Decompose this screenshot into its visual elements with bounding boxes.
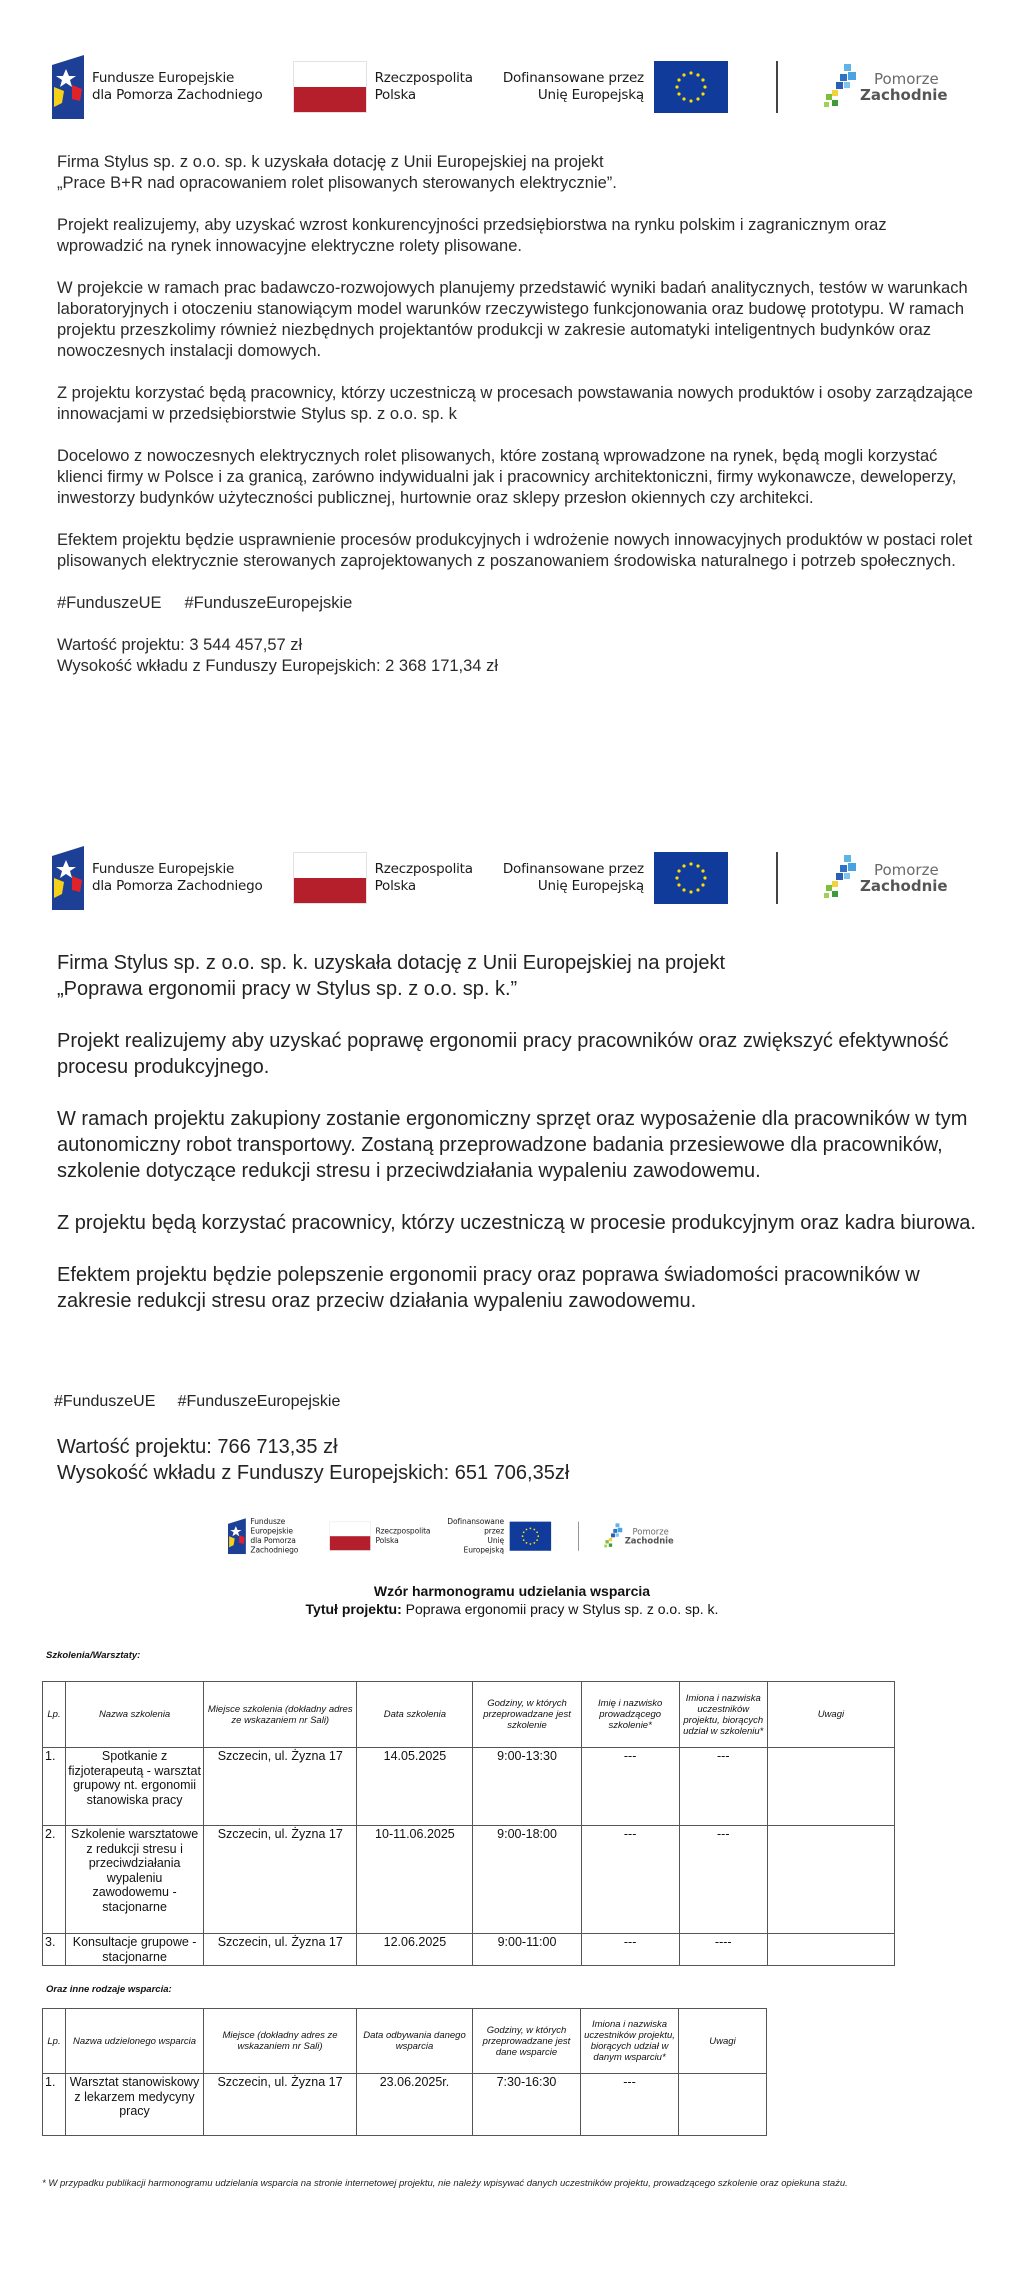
column-header: Nazwa szkolenia	[66, 1682, 204, 1748]
fe-logo-line1: Fundusze Europejskie	[92, 70, 235, 86]
other-support-label: Oraz inne rodzaje wsparcia:	[46, 1984, 172, 1995]
column-header: Lp.	[43, 1682, 66, 1748]
column-header: Nazwa udzielonego wsparcia	[66, 2009, 204, 2074]
other-header-row	[43, 2009, 767, 2074]
table-row	[43, 1826, 895, 1934]
pz-logo-line1: Pomorze	[632, 1526, 669, 1537]
eu-cofinanced-logo	[503, 61, 728, 113]
table-cell: 7:30-16:30	[473, 2074, 581, 2136]
ue-logo-line2: Unię Europejską	[537, 87, 644, 103]
trainings-header-row	[43, 1682, 895, 1748]
logo-bar-middle	[52, 843, 948, 913]
table-cell: 9:00-11:00	[473, 1934, 581, 1966]
table-cell: ---	[581, 2074, 679, 2136]
column-header: Godziny, w których przeprowadzane jest szkolenie	[473, 1682, 581, 1748]
ue-logo-line1: Dofinansowane przez	[502, 861, 644, 877]
pl-logo-line2: Polska	[374, 87, 416, 103]
project1-value: Wartość projektu: 3 544 457,57 zł	[57, 636, 303, 654]
logo-bar-top	[52, 52, 948, 122]
pomorze-zachodnie-logo	[603, 1522, 673, 1550]
table-cell: 1.	[43, 2074, 66, 2136]
table-cell: 14.05.2025	[357, 1748, 473, 1826]
project1-beneficiaries: Z projektu korzystać będą pracownicy, którzy uczestniczą w procesach powstawania nowych produktów i osoby zarządzające innowacjami w przedsiębiorstwie Stylus sp. z o.o. sp. k	[57, 384, 973, 423]
pomorze-zachodnie-logo	[822, 62, 948, 112]
polish-flag-icon	[293, 61, 367, 113]
table-cell: Warsztat stanowiskowy z lekarzem medycyny pracy	[66, 2074, 204, 2136]
schedule-project-title	[0, 1601, 1024, 1617]
project1-scope: W projekcie w ramach prac badawczo-rozwojowych planujemy przedstawić wyniki badań analitycznych, testów w warunkach laboratoryjnych i otoczeniu stanowiącym model warunków rzeczywistego funkcjonowania oraz budowę prototypu. W ramach projektu przeszkolimy również niezbędnych projektantów produkcji w zakresie automatyki inteligentnych budynków oraz nowoczesnych instalacji domowych.	[57, 279, 968, 360]
column-header: Miejsce szkolenia (dokładny adres ze wskazaniem nr Sali)	[204, 1682, 357, 1748]
trainings-label: Szkolenia/Warsztaty:	[46, 1650, 141, 1661]
project2-scope: W ramach projektu zakupiony zostanie ergonomiczny sprzęt oraz wyposażenie dla pracowników w tym autonomiczny robot transportowy. Zostaną przeprowadzone badania przesiewowe dla pracowników, szkolenie dotyczące redukcji stresu i przeciwdziałania wypaleniu zawodowemu.	[57, 1108, 968, 1182]
column-header: Uwagi	[679, 2009, 767, 2074]
fundusze-europejskie-logo	[52, 846, 263, 910]
pl-logo-line2: Polska	[374, 878, 416, 894]
fe-logo-line1: Fundusze Europejskie	[92, 861, 235, 877]
project1-target: Docelowo z nowoczesnych elektrycznych rolet plisowanych, które zostaną wprowadzone na rynek, będą mogli korzystać klienci firmy w Polsce i za granicą, zarówno indywidualni jak i pracownicy architektoniczni, firmy wykonawcze, deweloperzy, inwestorzy budynków użyteczności publicznej, hurtownie oraz sklepy przesłon okiennych czy architekci.	[57, 447, 957, 507]
fe-logo-line2: dla Pomorza Zachodniego	[250, 1536, 299, 1555]
schedule-footnote: * W przypadku publikacji harmonogramu udzielania wsparcia na stronie internetowej projektu, nie należy wpisywać danych uczestników projektu, prowadzącego szkolenie oraz opiekuna stażu.	[42, 2178, 848, 2189]
rzeczpospolita-polska-logo	[330, 1522, 431, 1551]
fe-logo-line2: dla Pomorza Zachodniego	[92, 878, 263, 894]
fe-logo-line2: dla Pomorza Zachodniego	[92, 87, 263, 103]
project2-eu-contribution: Wysokość wkładu z Funduszy Europejskich: 651 706,35zł	[57, 1462, 570, 1484]
table-row	[43, 1748, 895, 1826]
table-cell: Szkolenie warsztatowe z redukcji stresu i przeciwdziałania wypaleniu zawodowemu - stacjonarne	[66, 1826, 204, 1934]
column-header: Uwagi	[767, 1682, 894, 1748]
project1-intro-line2: „Prace B+R nad opracowaniem rolet plisowanych sterowanych elektrycznie”.	[57, 174, 617, 192]
eu-flag-icon	[654, 61, 728, 113]
schedule-project-label: Tytuł projektu:	[305, 1601, 402, 1617]
fe-star-icon	[52, 846, 84, 910]
table-cell: ---	[679, 1826, 767, 1934]
column-header: Lp.	[43, 2009, 66, 2074]
table-cell: ---	[679, 1748, 767, 1826]
project2-effect: Efektem projektu będzie polepszenie ergonomii pracy oraz poprawa świadomości pracowników w zakresie redukcji stresu oraz przeciw działania wypaleniu zawodowemu.	[57, 1264, 920, 1312]
project1-effect: Efektem projektu będzie usprawnienie procesów produkcyjnych i wdrożenie nowych innowacyjnych produktów w postaci rolet plisowanych elektrycznie sterowanych zaprojektowanych z poszanowaniem środowiska naturalnego i potrzeb społecznych.	[57, 531, 973, 570]
rzeczpospolita-polska-logo	[293, 852, 473, 904]
other-support-table	[42, 2008, 767, 2136]
table-cell: Szczecin, ul. Żyzna 17	[204, 1826, 357, 1934]
project2-hashtags: #FunduszeUE #FunduszeEuropejskie	[54, 1393, 341, 1410]
fe-star-icon	[52, 55, 84, 119]
fundusze-europejskie-logo	[52, 55, 263, 119]
column-header: Data odbywania danego wsparcia	[357, 2009, 473, 2074]
pz-logo-line2: Zachodnie	[624, 1535, 674, 1546]
fundusze-europejskie-logo	[228, 1517, 313, 1555]
table-cell: ----	[679, 1934, 767, 1966]
eu-cofinanced-logo	[503, 852, 728, 904]
project1-goal: Projekt realizujemy, aby uzyskać wzrost konkurencyjności przedsiębiorstwa na rynku polskim i zagranicznym oraz wprowadzić na rynek innowacyjne elektryczne rolety plisowane.	[57, 216, 887, 255]
pl-logo-line1: Rzeczpospolita	[375, 1526, 431, 1536]
table-cell: ---	[581, 1934, 679, 1966]
eu-flag-icon	[510, 1522, 551, 1551]
pz-logo-line1: Pomorze	[873, 861, 939, 879]
logo-separator	[776, 852, 778, 904]
logo-separator	[578, 1522, 579, 1551]
table-row	[43, 2074, 767, 2136]
logo-separator	[776, 61, 778, 113]
polish-flag-icon	[330, 1522, 371, 1551]
logo-bar-schedule	[228, 1517, 674, 1555]
ue-logo-line2: Unię Europejską	[537, 878, 644, 894]
table-cell: Szczecin, ul. Żyzna 17	[204, 1934, 357, 1966]
project1-hashtags: #FunduszeUE #FunduszeEuropejskie	[57, 594, 353, 612]
table-cell: ---	[581, 1748, 679, 1826]
table-cell: Spotkanie z fizjoterapeutą - warsztat grupowy nt. ergonomii stanowiska pracy	[66, 1748, 204, 1826]
column-header: Imiona i nazwiska uczestników projektu, biorących udział w szkoleniu*	[679, 1682, 767, 1748]
project2-goal: Projekt realizujemy aby uzyskać poprawę ergonomii pracy pracowników oraz zwiększyć efektywność procesu produkcyjnego.	[57, 1030, 949, 1078]
table-cell	[767, 1826, 894, 1934]
project2-beneficiaries: Z projektu będą korzystać pracownicy, którzy uczestniczą w procesie produkcyjnym oraz kadra biurowa.	[57, 1212, 976, 1234]
table-cell: 3.	[43, 1934, 66, 1966]
table-cell: 23.06.2025r.	[357, 2074, 473, 2136]
column-header: Imię i nazwisko prowadzącego szkolenie*	[581, 1682, 679, 1748]
table-cell: 9:00-18:00	[473, 1826, 581, 1934]
project1-intro-line1: Firma Stylus sp. z o.o. sp. k uzyskała dotację z Unii Europejskiej na projekt	[57, 153, 604, 171]
table-cell	[679, 2074, 767, 2136]
table-cell: 2.	[43, 1826, 66, 1934]
ue-logo-line1: Dofinansowane przez	[502, 70, 644, 86]
table-cell: 12.06.2025	[357, 1934, 473, 1966]
pz-logo-line2: Zachodnie	[859, 877, 948, 895]
pomorze-zachodnie-icon	[603, 1522, 623, 1550]
table-cell: Szczecin, ul. Żyzna 17	[204, 2074, 357, 2136]
project2-value: Wartość projektu: 766 713,35 zł	[57, 1436, 338, 1458]
project1-section	[57, 152, 977, 677]
ue-logo-line2: Unię Europejską	[463, 1536, 505, 1555]
eu-cofinanced-logo	[447, 1517, 551, 1555]
table-cell: Konsultacje grupowe - stacjonarne	[66, 1934, 204, 1966]
project2-values	[57, 1434, 569, 1486]
schedule-project-name: Poprawa ergonomii pracy w Stylus sp. z o.o. sp. k.	[405, 1601, 719, 1617]
table-row	[43, 1934, 895, 1966]
project2-intro-line2: „Poprawa ergonomii pracy w Stylus sp. z o.o. sp. k.”	[57, 978, 518, 1000]
pomorze-zachodnie-icon	[822, 853, 858, 903]
eu-flag-icon	[654, 852, 728, 904]
column-header: Data szkolenia	[357, 1682, 473, 1748]
column-header: Miejsce (dokładny adres ze wskazaniem nr Sali)	[204, 2009, 357, 2074]
schedule-title: Wzór harmonogramu udzielania wsparcia	[373, 1583, 651, 1599]
pomorze-zachodnie-logo	[822, 853, 948, 903]
column-header: Imiona i nazwiska uczestników projektu, biorących udział w danym wsparciu*	[581, 2009, 679, 2074]
pl-logo-line2: Polska	[375, 1536, 399, 1546]
pl-logo-line1: Rzeczpospolita	[374, 861, 473, 877]
project1-eu-contribution: Wysokość wkładu z Funduszy Europejskich: 2 368 171,34 zł	[57, 657, 498, 675]
pomorze-zachodnie-icon	[822, 62, 858, 112]
polish-flag-icon	[293, 852, 367, 904]
table-cell	[767, 1934, 894, 1966]
table-cell	[767, 1748, 894, 1826]
table-cell: 10-11.06.2025	[357, 1826, 473, 1934]
ue-logo-line1: Dofinansowane przez	[447, 1517, 505, 1536]
fe-logo-line1: Fundusze Europejskie	[250, 1517, 293, 1536]
project2-intro-line1: Firma Stylus sp. z o.o. sp. k. uzyskała dotację z Unii Europejskiej na projekt	[57, 952, 726, 974]
fe-star-icon	[228, 1518, 246, 1554]
rzeczpospolita-polska-logo	[293, 61, 473, 113]
table-cell: 1.	[43, 1748, 66, 1826]
table-cell: 9:00-13:30	[473, 1748, 581, 1826]
project2-section	[57, 950, 997, 1314]
pl-logo-line1: Rzeczpospolita	[374, 70, 473, 86]
trainings-table	[42, 1681, 895, 1966]
table-cell: Szczecin, ul. Żyzna 17	[204, 1748, 357, 1826]
pz-logo-line1: Pomorze	[873, 70, 939, 88]
table-cell: ---	[581, 1826, 679, 1934]
column-header: Godziny, w których przeprowadzane jest dane wsparcie	[473, 2009, 581, 2074]
pz-logo-line2: Zachodnie	[859, 86, 948, 104]
